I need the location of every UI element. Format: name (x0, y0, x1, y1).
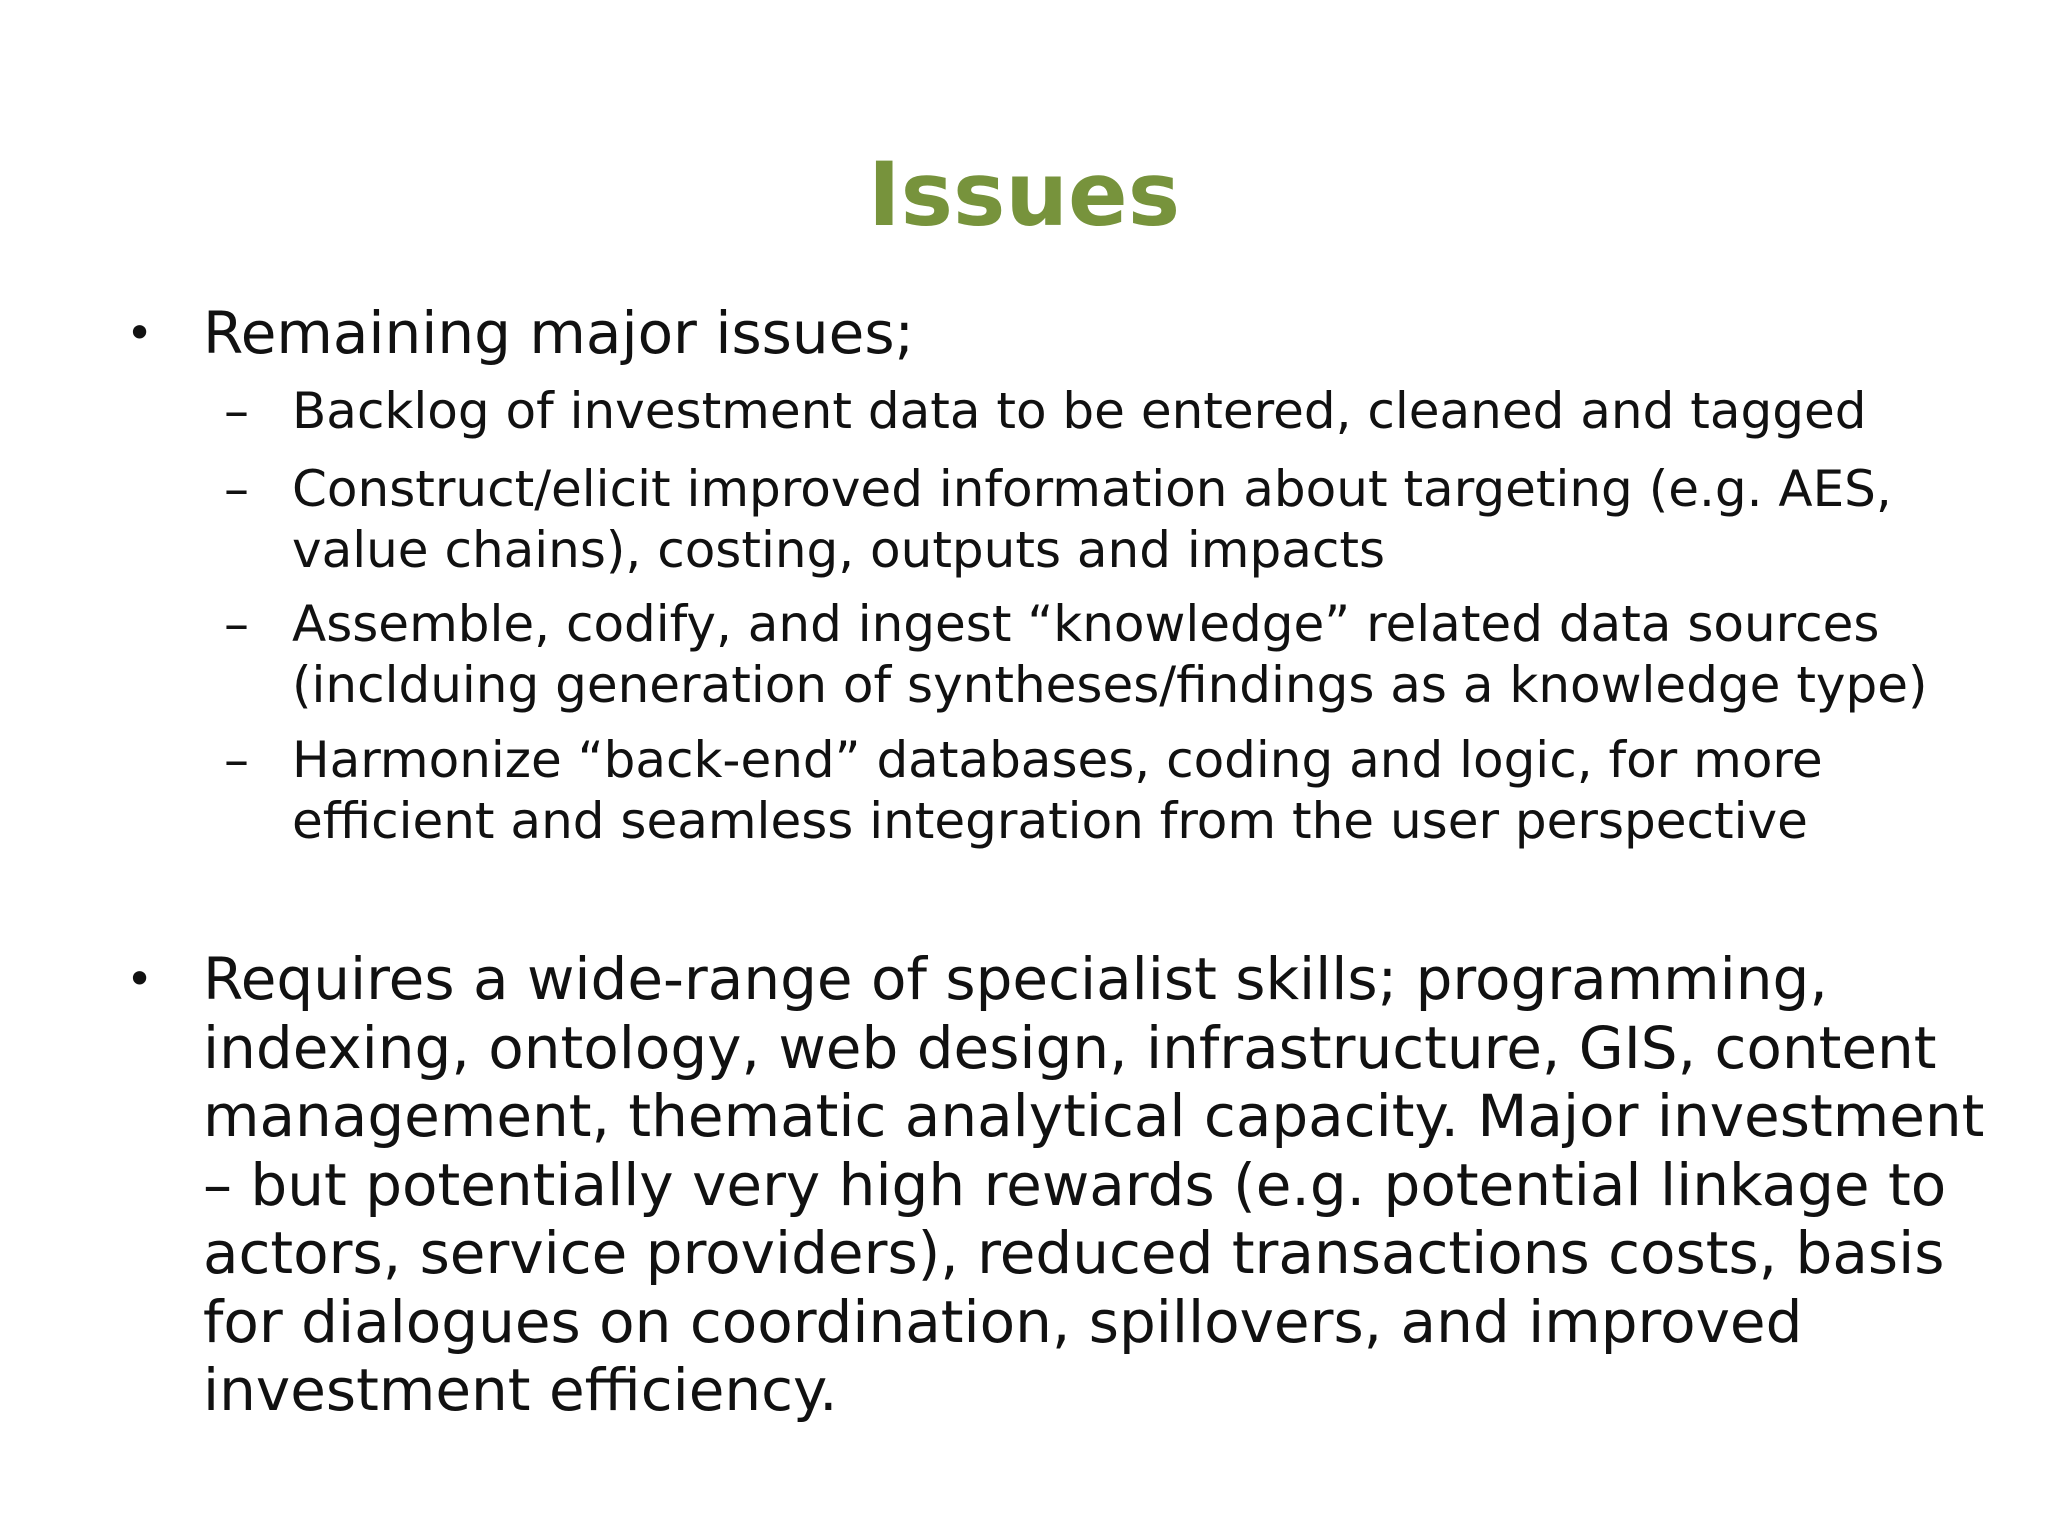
sub-bullet-marker: – (224, 382, 249, 440)
sub-bullet-text: Assemble, codify, and ingest “knowledge” related data sources (inclduing generation of syntheses/findings as a knowledge type) (292, 595, 1928, 714)
bullet-text: Requires a wide-range of specialist skills; programming, indexing, ontology, web design, infrastructure, GIS, content management, thematic analytical capacity. Major investment – but potentially very high rewards (e.g. potential linkage to actors, service providers), reduced transactions costs, basis for dialogues on coordination, spillovers, and improved investment efficiency. (203, 945, 1985, 1424)
sub-bullet-text: Backlog of investment data to be entered, cleaned and tagged (292, 382, 1867, 440)
sub-bullet-text: Construct/elicit improved information about targeting (e.g. AES, value chains), costing, outputs and impacts (292, 460, 1892, 579)
sub-bullet-marker: – (224, 595, 249, 653)
bullet-marker: • (126, 952, 154, 1006)
sub-bullet-marker: – (224, 460, 249, 518)
sub-bullet-marker: – (224, 731, 249, 789)
bullet-text: Remaining major issues; (203, 299, 915, 367)
slide-title: Issues (867, 143, 1181, 246)
bullet-marker: • (126, 306, 154, 360)
sub-bullet-text: Harmonize “back-end” databases, coding and logic, for more efficient and seamless integration from the user perspective (292, 731, 1823, 850)
